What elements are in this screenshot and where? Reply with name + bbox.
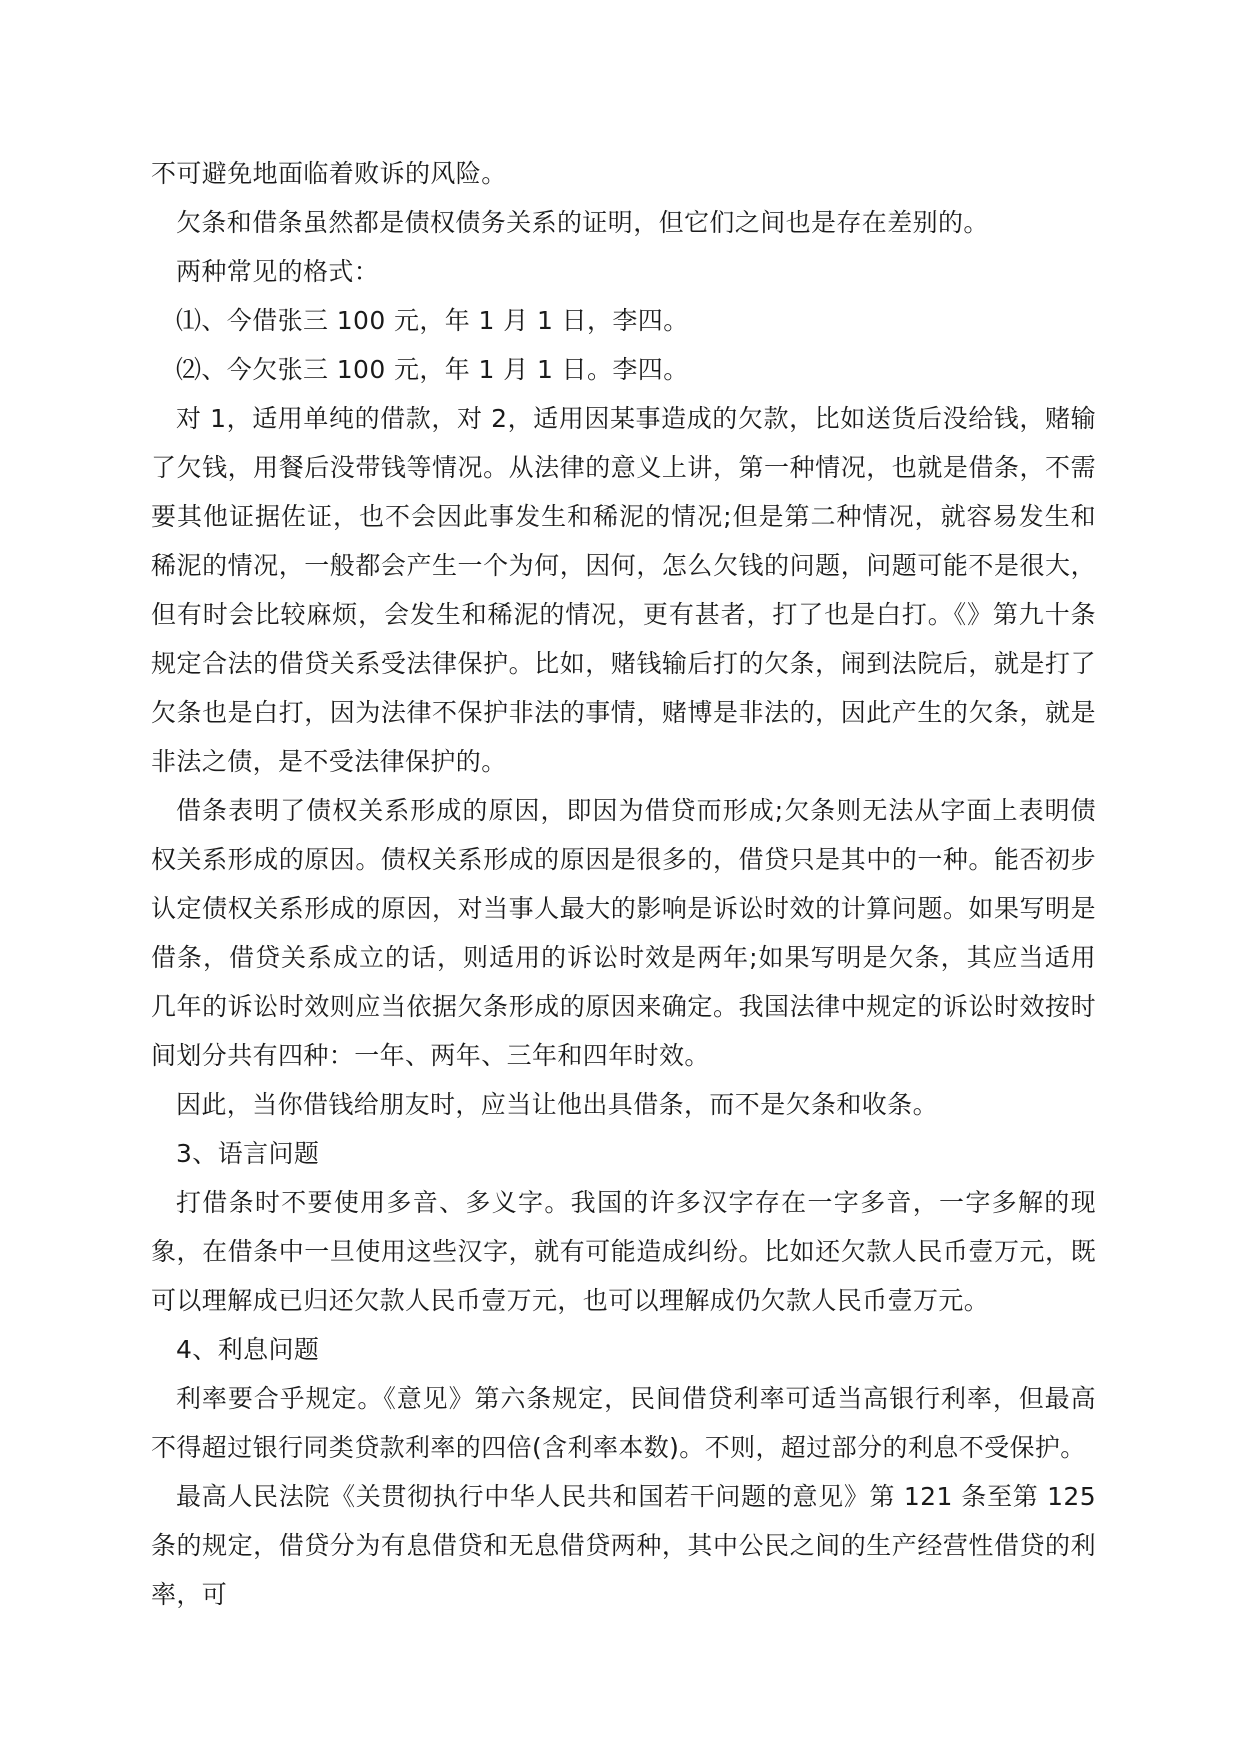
paragraph: 打借条时不要使用多音、多义字。我国的许多汉字存在一字多音，一字多解的现象，在借条中一旦使用这些汉字，就有可能造成纠纷。比如还欠款人民币壹万元，既可以理解成已归还欠款人民币壹万元，也可以理解成仍欠款人民币壹万元。	[151, 1188, 1096, 1315]
section-heading: 4、利息问题	[176, 1335, 320, 1364]
paragraph: 欠条和借条虽然都是债权债务关系的证明，但它们之间也是存在差别的。	[176, 208, 989, 237]
paragraph: 不可避免地面临着败诉的风险。	[151, 159, 507, 188]
list-item: ⑴、今借张三 100 元，年 1 月 1 日，李四。	[176, 306, 689, 335]
paragraph: 两种常见的格式：	[176, 257, 380, 286]
section-heading: 3、语言问题	[176, 1139, 320, 1168]
paragraph: 最高人民法院《关贯彻执行中华人民共和国若干问题的意见》第 121 条至第 125 条的规定，借贷分为有息借贷和无息借贷两种，其中公民之间的生产经营性借贷的利率，可	[151, 1482, 1096, 1609]
paragraph: 因此，当你借钱给朋友时，应当让他出具借条，而不是欠条和收条。	[176, 1090, 939, 1119]
list-item: ⑵、今欠张三 100 元，年 1 月 1 日。李四。	[176, 355, 689, 384]
paragraph: 对 1，适用单纯的借款，对 2，适用因某事造成的欠款，比如送货后没给钱，赌输了欠钱，用餐后没带钱等情况。从法律的意义上讲，第一种情况，也就是借条，不需要其他证据佐证，也不会因此事发生和稀泥的情况;但是第二种情况，就容易发生和稀泥的情况，一般都会产生一个为何，因何，怎么欠钱的问题，问题可能不是很大，但有时会比较麻烦，会发生和稀泥的情况，更有甚者，打了也是白打。《》第九十条规定合法的借贷关系受法律保护。比如，赌钱输后打的欠条，闹到法院后，就是打了欠条也是白打，因为法律不保护非法的事情，赌博是非法的，因此产生的欠条，就是非法之债，是不受法律保护的。	[151, 404, 1096, 776]
paragraph: 利率要合乎规定。《意见》第六条规定，民间借贷利率可适当高银行利率，但最高不得超过银行同类贷款利率的四倍(含利率本数)。不则，超过部分的利息不受保护。	[151, 1384, 1096, 1462]
document-page	[151, 149, 1096, 1619]
paragraph: 借条表明了债权关系形成的原因，即因为借贷而形成;欠条则无法从字面上表明债权关系形成的原因。债权关系形成的原因是很多的，借贷只是其中的一种。能否初步认定债权关系形成的原因，对当事人最大的影响是诉讼时效的计算问题。如果写明是借条，借贷关系成立的话，则适用的诉讼时效是两年;如果写明是欠条，其应当适用几年的诉讼时效则应当依据欠条形成的原因来确定。我国法律中规定的诉讼时效按时间划分共有四种：一年、两年、三年和四年时效。	[151, 796, 1096, 1070]
